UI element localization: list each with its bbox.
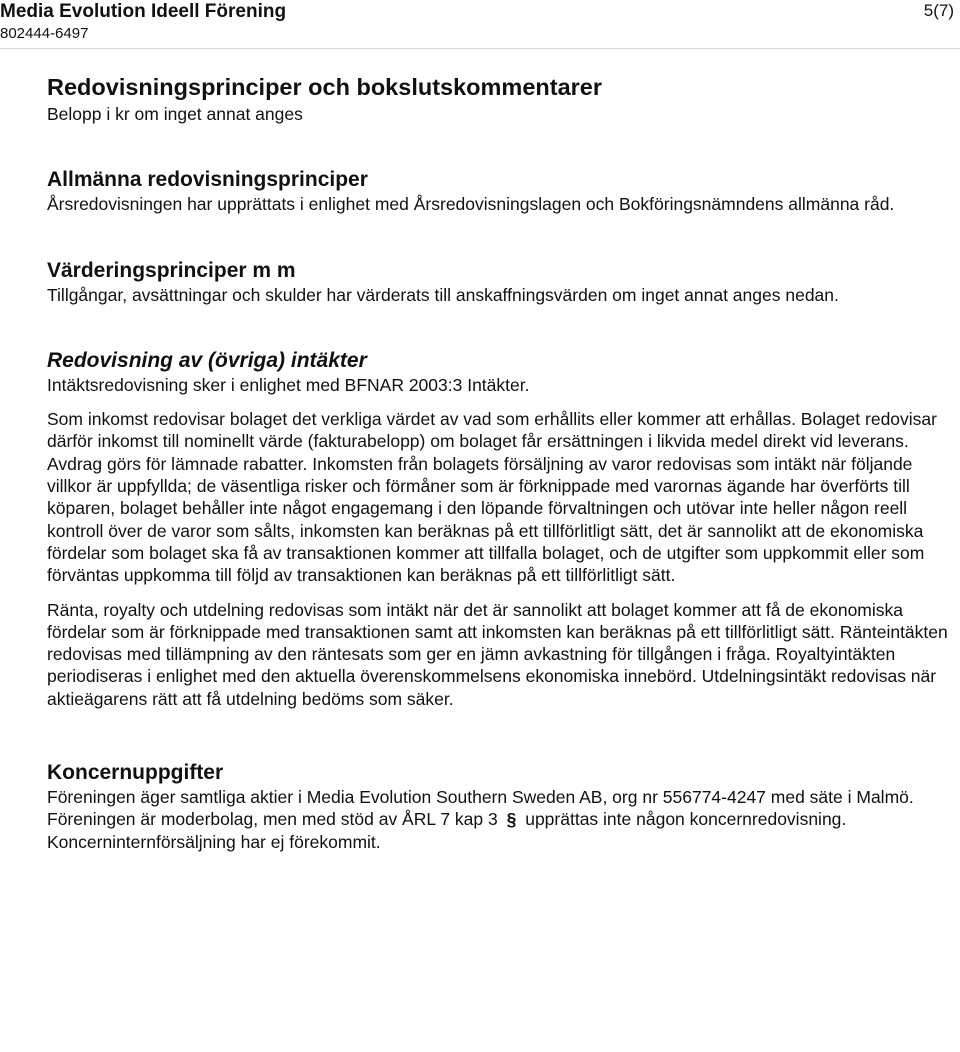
document-title: Redovisningsprinciper och bokslutskommentarer: [47, 74, 602, 100]
document-subtitle: Belopp i kr om inget annat anges: [47, 104, 303, 124]
section-paragraph: Tillgångar, avsättningar och skulder har värderats till anskaffningsvärden om inget annat anges nedan.: [47, 284, 839, 305]
organization-number: 802444-6497: [0, 25, 89, 42]
document-body: [47, 71, 955, 853]
section-paragraph: Årsredovisningen har upprättats i enlighet med Årsredovisningslagen och Bokföringsnämndens allmänna råd.: [47, 194, 895, 215]
section-general-principles: [47, 167, 955, 215]
paragraph-text: Föreningen äger samtliga aktier i Media Evolution Southern Sweden AB, org nr 556774-4247 med säte i Malmö. Föreningen är moderbolag, men med stöd av ÅRL 7 kap 3: [47, 787, 914, 830]
section-paragraph: Som inkomst redovisar bolaget det verkliga värdet av vad som erhållits eller kommer att erhållas. Bolaget redovisar därför inkomst till nominellt värde (fakturabelopp) om bolaget får ersättningen i likvida medel direkt vid leverans. Avdrag görs för lämnade rabatter. Inkomsten från bolagets försäljning av varor redovisas som intäkt när följande villkor är uppfyllda; de väsentliga risker och förmåner som är förknippade med varornas ägande har överförts till köparen, bolaget behåller inte något engagemang i den löpande förvaltningen och utövar inte heller någon reell kontroll över de varor som sålts, inkomsten kan beräknas på ett tillförlitligt sätt, det är sannolikt att de ekonomiska fördelar som bolaget ska få av transaktionen kommer att tillfalla bolaget, och de utgifter som uppkommit eller som förväntas uppkomma till följd av transaktionen kan beräknas på ett tillförlitligt sätt.: [47, 409, 937, 586]
page-indicator: 5(7): [923, 1, 954, 20]
section-heading: Värderingsprinciper m m: [47, 258, 296, 282]
section-heading: Koncernuppgifter: [47, 761, 224, 785]
organization-name: Media Evolution Ideell Förening: [0, 1, 287, 22]
paragraph-text: upprättas inte någon koncernredovisning.: [525, 809, 847, 830]
section-paragraph: Ränta, royalty och utdelning redovisas som intäkt när det är sannolikt att bolaget kommer att få de ekonomiska fördelar som är förknippade med transaktionen samt att inkomsten kan beräknas på ett tillförlitligt sätt. Ränteintäkten redovisas med tillämpning av den räntesats som ger en jämn avkastning för tillgången i fråga. Royaltyintäkten periodiseras i enlighet med den aktuella överenskommelsens ekonomiska innebörd. Utdelningsintäkt redovisas när aktieägarens rätt att få utdelning bedöms som säker.: [47, 599, 948, 709]
section-paragraph: Intäktsredovisning sker i enlighet med BFNAR 2003:3 Intäkter.: [47, 374, 530, 395]
section-heading: Allmänna redovisningsprinciper: [47, 168, 368, 192]
section-paragraph: [47, 786, 955, 831]
section-heading: Redovisning av (övriga) intäkter: [47, 348, 367, 372]
section-valuation-principles: [47, 258, 955, 306]
header-divider: [0, 48, 960, 49]
section-group-information: [47, 760, 955, 853]
section-revenue-recognition: [47, 348, 955, 710]
section-paragraph: Koncerninternförsäljning har ej förekommit.: [47, 831, 381, 852]
section-sign: §: [506, 809, 517, 830]
